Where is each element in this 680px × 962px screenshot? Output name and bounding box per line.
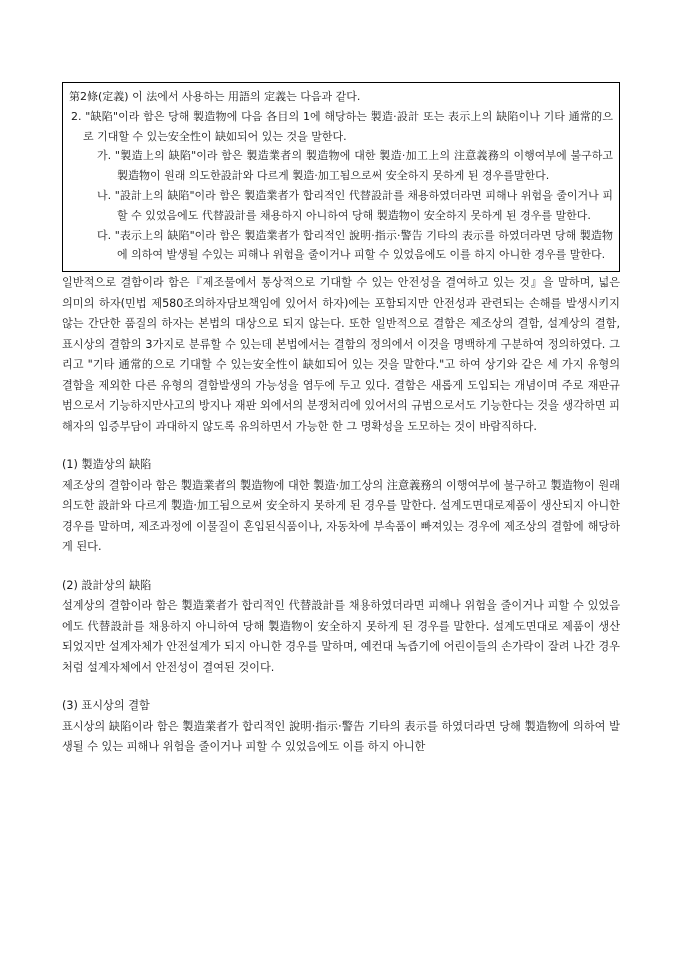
document-page bbox=[62, 82, 620, 758]
statute-item-2: 2. "缺陷"이라 함은 당해 製造物에 다음 各目의 1에 해당하는 製造·設計 또는 表示上의 缺陷이나 기타 通常的으로 기대할 수 있는安全性이 缺如되어 있는 것을 말한다. bbox=[71, 109, 613, 143]
section-manufacturing-defect bbox=[62, 455, 620, 558]
intro-paragraph: 일반적으로 결함이라 함은『제조물에서 통상적으로 기대할 수 있는 안전성을 결여하고 있는 것』을 말하며, 넓은 의미의 하자(민법 제580조의하자담보책임에 있어서 하자)에는 포함되지만 안전성과 관련되는 손해를 발생시키지 않는 간단한 품질의 하자는 본법의 대상으로 되지 않는다. 또한 일반적으로 결함은 제조상의 결함, 설계상의 결함, 표시상의 결함의 3가지로 분류할 수 있는데 본법에서는 결함의 정의에서 이것을 명백하게 구분하여 정의하였다. 그리고 "기타 通常的으로 기대할 수 있는安全性이 缺如되어 있는 것을 말한다."고 하여 상기와 같은 세 가지 유형의 결함을 제외한 다른 유형의 결함발생의 가능성을 염두에 두고 있다. 결함은 새롭게 도입되는 개념이며 주로 재판규범으로서 기능하지만사고의 방지나 재판 외에서의 분쟁처리에 있어서의 규범으로서도 기능한다는 것을 생각하면 피해자의 입증부담이 과대하지 않도록 유의하면서 가능한 한 그 명확성을 도모하는 것이 바람직하다. bbox=[62, 276, 620, 433]
section-body: 설계상의 결함이라 함은 製造業者가 합리적인 代替設計를 채용하였더라면 피해나 위험을 줄이거나 피할 수 있었음에도 代替設計를 채용하지 아니하여 당해 製造物이 安全하지 못하게 된 경우를 말한다. 설계도면대로 제품이 생산되었지만 설계자체가 안전설계가 되지 아니한 경우를 말하며, 예컨대 녹즙기에 어린이들의 손가락이 잘려 나간 경우처럼 설계자체에서 안전성이 결여된 것이다. bbox=[62, 599, 620, 674]
section-body: 제조상의 결함이라 함은 製造業者의 製造物에 대한 製造·加工상의 注意義務의 이행여부에 불구하고 製造物이 원래 의도한 設計와 다르게 製造·加工됨으로써 安全하지 못하게 된 경우를 말한다. 설계도면대로제품이 생산되지 아니한 경우를 말하며, 제조과정에 이물질이 혼입된식품이나, 자동차에 부속품이 빠져있는 경우에 제조상의 결함에 해당하게 된다. bbox=[62, 478, 620, 554]
statute-subitem-ga: 가. "製造上의 缺陷"이라 함은 製造業者의 製造物에 대한 製造·加工上의 注意義務의 이행여부에 불구하고 製造物이 원래 의도한設計와 다르게 製造·加工됨으로써 安全하지 못하게 된 경우를말한다. bbox=[97, 149, 613, 183]
section-title: (3) 표시상의 결함 bbox=[62, 699, 150, 713]
section-title: (1) 製造상의 缺陷 bbox=[62, 458, 152, 472]
statute-subitem-na: 나. "設計上의 缺陷"이라 함은 製造業者가 합리적인 代替設計를 채용하였더라면 피해나 위험을 줄이거나 피할 수 있었음에도 代替設計를 채용하지 아니하여 당해 製造物이 安全하지 못하게 된 경우를 말한다. bbox=[97, 188, 613, 222]
section-body: 표시상의 缺陷이라 함은 製造業者가 합리적인 說明·指示·警告 기타의 表示를 하였더라면 당해 製造物에 의하여 발생될 수 있는 피해나 위험을 줄이거나 피할 수 있었음에도 이를 하지 아니한 bbox=[62, 719, 620, 754]
section-labeling-defect bbox=[62, 696, 620, 758]
statute-heading: 第2條(定義) 이 法에서 사용하는 用語의 定義는 다음과 같다. bbox=[69, 90, 361, 103]
section-title: (2) 設計상의 缺陷 bbox=[62, 578, 152, 592]
section-design-defect bbox=[62, 576, 620, 679]
statute-subitem-da: 다. "表示上의 缺陷"이라 함은 製造業者가 합리적인 說明·指示·警告 기타의 表示를 하였더라면 당해 製造物에 의하여 발생될 수있는 피해나 위험을 줄이거나 피할 수 있었음에도 이를 하지 아니한 경우를 말한다. bbox=[97, 228, 613, 262]
statute-box bbox=[62, 82, 620, 272]
